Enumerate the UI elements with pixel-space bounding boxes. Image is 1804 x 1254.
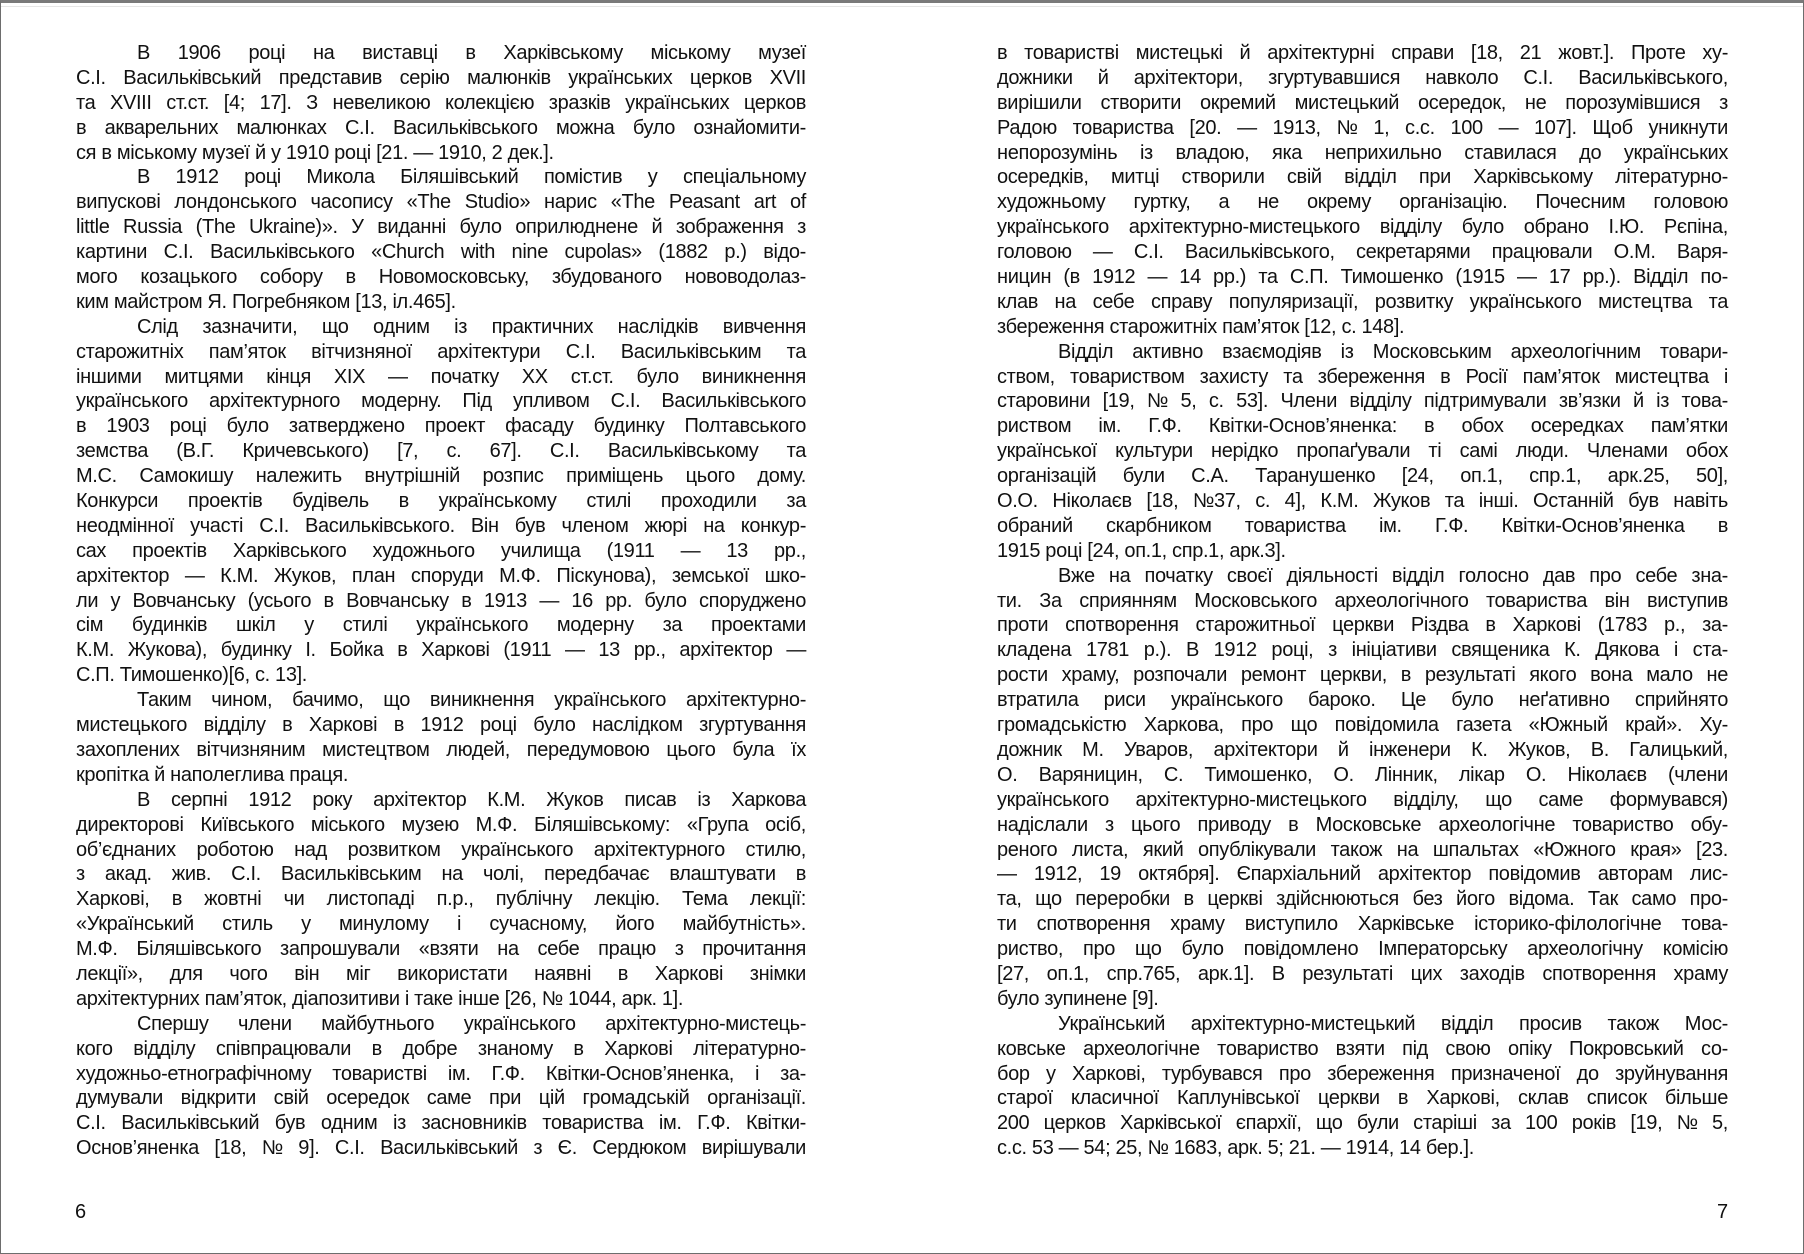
text-line-content: земства (В.Г. Кричевського) [7, с. 67]. С.І. Васильківському та — [76, 440, 806, 463]
text-line-content: Вже на початку своєї діяльності відділ голосно дав про себе зна- — [1058, 564, 1728, 587]
text-line — [997, 663, 1728, 688]
text-line — [997, 340, 1728, 365]
text-line — [997, 713, 1728, 738]
text-line-content: думували відкрити свій осередок саме при цій громадській організації. — [76, 1087, 806, 1110]
text-line-content: Відділ активно взаємодіяв із Московським археологічним товари- — [1058, 340, 1728, 363]
text-line — [997, 638, 1728, 663]
text-line — [997, 464, 1728, 489]
paragraph — [76, 315, 806, 688]
text-line-content: В серпні 1912 року архітектор К.М. Жуков писав із Харкова — [137, 788, 806, 811]
text-line — [76, 165, 806, 190]
text-line — [997, 1111, 1728, 1136]
text-line-content: в акварельних малюнках С.І. Васильківського можна було ознайомити- — [76, 116, 806, 139]
text-line — [997, 514, 1728, 539]
text-line — [997, 613, 1728, 638]
text-line-content: 200 церков Харківської єпархії, що були старіші за 100 років [19, № 5, — [997, 1112, 1728, 1135]
text-line-content: неодмінної участі С.І. Васильківського. Він був членом жюрі на конкур- — [76, 514, 806, 537]
text-line-content: ли у Вовчанську (усього в Вовчанську в 1913 — 16 рр. було споруджено — [76, 589, 806, 612]
left-page-text — [76, 41, 806, 1161]
paragraph — [76, 41, 806, 165]
text-line-content: та XVIII ст.ст. [4; 17]. З невеликою колекцією зразків українських церков — [76, 91, 806, 114]
paragraph — [997, 41, 1728, 340]
text-line — [997, 489, 1728, 514]
text-line — [76, 738, 806, 763]
text-line-content: українського архітектурно-мистецького відділу, що саме формувався) — [997, 788, 1728, 811]
page-number-left: 6 — [75, 1201, 87, 1223]
text-line — [997, 539, 1728, 564]
text-line-content: художньому гуртку, а не окрему організацію. Почесним головою — [997, 191, 1728, 214]
text-line-content: ся в міському музеї й у 1910 році [21. — 1910, 2 дек.]. — [76, 141, 554, 164]
text-line — [76, 66, 806, 91]
text-line-content: [27, оп.1, спр.765, арк.1]. В результаті цих заходів спотворення храму — [997, 962, 1728, 985]
text-line-content: реного листа, який опублікували також на шпальтах «Южного края» [23. — [997, 838, 1728, 861]
text-line — [76, 962, 806, 987]
text-line — [997, 439, 1728, 464]
text-line — [76, 41, 806, 66]
text-line — [997, 564, 1728, 589]
text-line-content: та, що переробки в церкві здійснюються без його відома. Так само про- — [997, 888, 1728, 911]
text-line-content: К.М. Жукова), будинку І. Бойка в Харкові (1911 — 13 рр., архітектор — — [76, 639, 806, 662]
text-line-content: ти спотворення храму виступило Харківське історико-філологічне това- — [997, 913, 1728, 936]
text-line — [997, 290, 1728, 315]
text-line-content: мого козацького собору в Новомосковську, збудованого нововодолаз- — [76, 266, 806, 289]
text-line — [76, 887, 806, 912]
paragraph — [997, 564, 1728, 1012]
text-line — [76, 439, 806, 464]
text-line-content: рости храму, розпочали ремонт церкви, в результаті якого вона мало не — [997, 664, 1728, 687]
text-line-content: художньо-етнографічному товаристві ім. Г.Ф. Квітки-Основ’яненка, і за- — [76, 1062, 806, 1085]
text-line — [997, 66, 1728, 91]
text-line — [76, 838, 806, 863]
text-line-content: мистецького відділу в Харкові в 1912 році було наслідком згуртування — [76, 714, 806, 737]
text-line-content: С.П. Тимошенко)[6, с. 13]. — [76, 664, 308, 687]
text-line — [997, 688, 1728, 713]
text-line-content: організацій були С.А. Таранушенко [24, оп.1, спр.1, арк.25, 50], — [997, 465, 1728, 488]
text-line-content: випускові лондонського часопису «The Studio» нарис «The Peasant art of — [76, 191, 806, 214]
text-line-content: ницин (в 1912 — 14 рр.) та С.П. Тимошенко (1915 — 17 рр.). Відділ по- — [997, 266, 1728, 289]
text-line-content: збереження старожитніх пам’яток [12, с. 148]. — [997, 315, 1405, 338]
text-line — [76, 190, 806, 215]
text-line-content: з акад. жив. С.І. Васильківським на чолі, передбачає влаштувати в — [76, 863, 806, 886]
text-line-content: втратила риси українського бароко. Це було неґативно сприйнято — [997, 689, 1728, 712]
text-line — [997, 265, 1728, 290]
text-line — [76, 290, 806, 315]
text-line — [76, 116, 806, 141]
text-line — [997, 215, 1728, 240]
page-number-right: 7 — [1717, 1201, 1729, 1223]
text-line — [76, 215, 806, 240]
text-line — [997, 116, 1728, 141]
text-line — [997, 887, 1728, 912]
text-line-content: Конкурси проектів будівель в українському стилі проходили за — [76, 490, 806, 513]
text-line-content: В 1906 році на виставці в Харківському міському музеї — [137, 42, 806, 64]
text-line — [76, 1136, 806, 1161]
text-line — [997, 838, 1728, 863]
text-line-content: дожники й архітектори, згуртувавшися навколо С.І. Васильківського, — [997, 66, 1728, 89]
text-line — [997, 937, 1728, 962]
text-line-content: в товаристві мистецькі й архітектурні справи [18, 21 жовт.]. Проте ху- — [997, 42, 1728, 64]
text-line — [76, 389, 806, 414]
text-line — [997, 41, 1728, 66]
text-line-content: Спершу члени майбутнього українського архітектурно-мистець- — [137, 1012, 806, 1035]
text-line — [76, 937, 806, 962]
text-line-content: С.І. Васильківський був одним із засновників товариства ім. Г.Ф. Квітки- — [76, 1112, 806, 1135]
text-line-content: в 1903 році було затверджено проект фасаду будинку Полтавського — [76, 415, 806, 438]
text-line-content: М.С. Самокишу належить внутрішній розпис приміщень цього дому. — [76, 465, 806, 488]
text-line — [997, 240, 1728, 265]
text-line — [997, 165, 1728, 190]
text-line-content: ти. За сприянням Московського археологічного товариства він виступив — [997, 589, 1728, 612]
text-line — [997, 987, 1728, 1012]
text-line-content: українського архітектурно-мистецького відділу було обрано І.Ю. Рєпіна, — [997, 216, 1728, 239]
text-line — [997, 912, 1728, 937]
text-line — [997, 141, 1728, 166]
text-line — [76, 987, 806, 1012]
text-line — [76, 340, 806, 365]
text-line — [997, 1062, 1728, 1087]
text-line — [997, 414, 1728, 439]
text-line-content: бор у Харкові, турбувався про збереження призначеної до зруйнування — [997, 1062, 1728, 1085]
text-line-content: старої класичної Каплунівської церкви в Харкові, склав список більше — [997, 1087, 1728, 1110]
text-line-content: вирішили створити окремий мистецький осередок, не порозумівшися з — [997, 91, 1728, 114]
text-line — [997, 788, 1728, 813]
text-line-content: 1915 році [24, оп.1, спр.1, арк.3]. — [997, 539, 1286, 562]
text-line-content: с.с. 53 — 54; 25, № 1683, арк. 5; 21. — 1914, 14 бер.]. — [997, 1137, 1474, 1160]
text-line — [76, 539, 806, 564]
text-line — [997, 862, 1728, 887]
text-line-content: непорозумінь із владою, яка неприхильно ставилася до українських — [997, 141, 1728, 164]
text-line-content: О.О. Ніколаєв [18, №37, с. 4], К.М. Жуков та інші. Останній був навіть — [997, 490, 1728, 513]
text-line-content: української культури нерідко пропаґували ті самі люди. Членами обох — [997, 440, 1728, 463]
text-line-content: М.Ф. Біляшівського запрошували «взяти на себе працю з прочитання — [76, 938, 806, 961]
text-line-content: С.І. Васильківський представив серію малюнків українських церков XVII — [76, 66, 806, 89]
text-line-content: — 1912, 19 октября]. Єпархіальний архітектор повідомив авторам лис- — [997, 863, 1728, 886]
text-line-content: було зупинене [9]. — [997, 987, 1159, 1010]
text-line — [997, 1037, 1728, 1062]
text-line — [76, 1037, 806, 1062]
text-line-content: Радою товариства [20. — 1913, № 1, с.с. 100 — 107]. Щоб уникнути — [997, 116, 1728, 139]
text-line — [997, 1012, 1728, 1037]
text-line — [76, 1111, 806, 1136]
text-line-content: картини С.І. Васильківського «Church with nine cupolas» (1882 р.) відо- — [76, 241, 806, 264]
text-line-content: осередків, митці створили свій відділ при Харківському літературно- — [997, 166, 1728, 189]
text-line-content: головою — С.І. Васильківського, секретарями працювали О.М. Варя- — [997, 241, 1728, 264]
text-line-content: сім будинків шкіл у стилі українського модерну за проектами — [76, 614, 806, 637]
text-line — [76, 564, 806, 589]
text-line — [76, 638, 806, 663]
text-line — [76, 464, 806, 489]
text-line — [76, 688, 806, 713]
text-line — [997, 1086, 1728, 1111]
text-line — [76, 414, 806, 439]
text-line — [997, 389, 1728, 414]
text-line — [997, 365, 1728, 390]
text-line — [76, 713, 806, 738]
text-line — [76, 240, 806, 265]
text-line-content: директорові Київського міського музею М.Ф. Біляшівському: «Група осіб, — [76, 813, 806, 836]
text-line-content: ким майстром Я. Погребняком [13, іл.465]. — [76, 290, 456, 313]
text-line-content: О. Варяницин, С. Тимошенко, О. Лінник, лікар О. Ніколаєв (члени — [997, 763, 1728, 786]
text-line — [76, 315, 806, 340]
text-line — [76, 265, 806, 290]
text-line — [76, 514, 806, 539]
text-line-content: обраний скарбником товариства ім. Г.Ф. Квітки-Основ’яненка в — [997, 514, 1728, 537]
text-line — [997, 91, 1728, 116]
text-line-content: риство, про що було повідомлено Імператорську археологічну комісію — [997, 938, 1728, 961]
paragraph — [76, 688, 806, 788]
text-line-content: кропітка й наполеглива праця. — [76, 763, 349, 786]
text-line-content: проти спотворення старожитньої церкви Різдва в Харкові (1783 р., за- — [997, 614, 1728, 637]
text-line-content: лекції», для чого він міг використати наявні в Харкові знімки — [76, 962, 806, 985]
text-line-content: Харкові, в жовтні чи листопаді п.р., публічну лекцію. Тема лекції: — [76, 888, 806, 911]
text-line-content: клав на себе справу популяризації, розвитку українського мистецтва та — [997, 290, 1728, 313]
paragraph — [76, 788, 806, 1012]
text-line-content: риством ім. Г.Ф. Квітки-Основ’яненка: в обох осередках пам’ятки — [997, 415, 1728, 438]
text-line-content: кого відділу співпрацювали в добре знаному в Харкові літературно- — [76, 1037, 806, 1060]
paragraph — [997, 1012, 1728, 1161]
text-line — [76, 1012, 806, 1037]
text-line — [76, 862, 806, 887]
text-line-content: «Український стиль у минулому і сучасному, його майбутність». — [76, 913, 806, 936]
text-line-content: громадськістю Харкова, про що повідомила газета «Южный край». Ху- — [997, 714, 1728, 737]
text-line-content: старовини [19, № 5, с. 53]. Члени відділу підтримували зв’язки й із това- — [997, 390, 1728, 413]
text-line — [997, 190, 1728, 215]
text-line — [76, 912, 806, 937]
text-line — [76, 589, 806, 614]
text-line-content: сах проектів Харківського художнього училища (1911 — 13 рр., — [76, 539, 806, 562]
text-line — [997, 763, 1728, 788]
text-line-content: іншими митцями кінця XIX — початку XX ст.ст. було виникнення — [76, 365, 806, 388]
right-page-text — [997, 41, 1728, 1161]
text-line — [997, 738, 1728, 763]
text-line-content: В 1912 році Микола Біляшівський помістив у спеціальному — [137, 166, 806, 189]
text-line — [76, 365, 806, 390]
paragraph — [997, 340, 1728, 564]
text-line-content: Слід зазначити, що одним із практичних наслідків вивчення — [137, 315, 806, 338]
text-line-content: little Russia (The Ukraine)». У виданні було оприлюднене й зображення з — [76, 216, 806, 239]
paragraph — [76, 1012, 806, 1161]
text-line — [76, 763, 806, 788]
text-line — [997, 813, 1728, 838]
text-line — [76, 788, 806, 813]
text-line-content: ковське археологічне товариство взяти під свою опіку Покровський со- — [997, 1037, 1728, 1060]
text-line — [76, 489, 806, 514]
paragraph — [76, 165, 806, 314]
text-line — [997, 962, 1728, 987]
text-line — [76, 91, 806, 116]
text-line-content: архітектурних пам’яток, діапозитиви і таке інше [26, № 1044, арк. 1]. — [76, 987, 684, 1010]
text-line — [997, 315, 1728, 340]
text-line-content: захоплених вітчизняним мистецтвом людей, передумовою цього була їх — [76, 738, 806, 761]
text-line-content: Таким чином, бачимо, що виникнення українського архітектурно- — [137, 689, 806, 712]
text-line-content: українського архітектурного модерну. Під упливом С.І. Васильківського — [76, 390, 806, 413]
text-line-content: дожник М. Уваров, архітектори й інженери К. Жуков, В. Галицький, — [997, 738, 1728, 761]
text-line-content: кладена 1781 р.). В 1912 році, з ініціативи священика К. Дякова і ста- — [997, 639, 1728, 662]
text-line-content: об’єднаних роботою над розвитком українського архітектурного стилю, — [76, 838, 806, 861]
text-line — [997, 1136, 1728, 1161]
text-line — [76, 1086, 806, 1111]
text-line-content: Основ’яненка [18, № 9]. С.І. Васильківський з Є. Сердюком вирішували — [76, 1137, 806, 1160]
text-line — [76, 1062, 806, 1087]
text-line — [76, 141, 806, 166]
text-line-content: архітектор — К.М. Жуков, план споруди М.Ф. Піскунова), земської шко- — [76, 564, 806, 587]
text-line — [76, 613, 806, 638]
text-line — [76, 663, 806, 688]
text-line — [997, 589, 1728, 614]
text-line-content: ством, товариством захисту та збереження в Росії пам’яток мистецтва і — [997, 365, 1728, 388]
text-line — [76, 813, 806, 838]
text-line-content: старожитніх пам’яток вітчизняної архітектури С.І. Васильківським та — [76, 340, 806, 363]
text-line-content: надіслали з цього приводу в Московське археологічне товариство обу- — [997, 813, 1728, 836]
text-line-content: Український архітектурно-мистецький відділ просив також Мос- — [1058, 1012, 1728, 1035]
